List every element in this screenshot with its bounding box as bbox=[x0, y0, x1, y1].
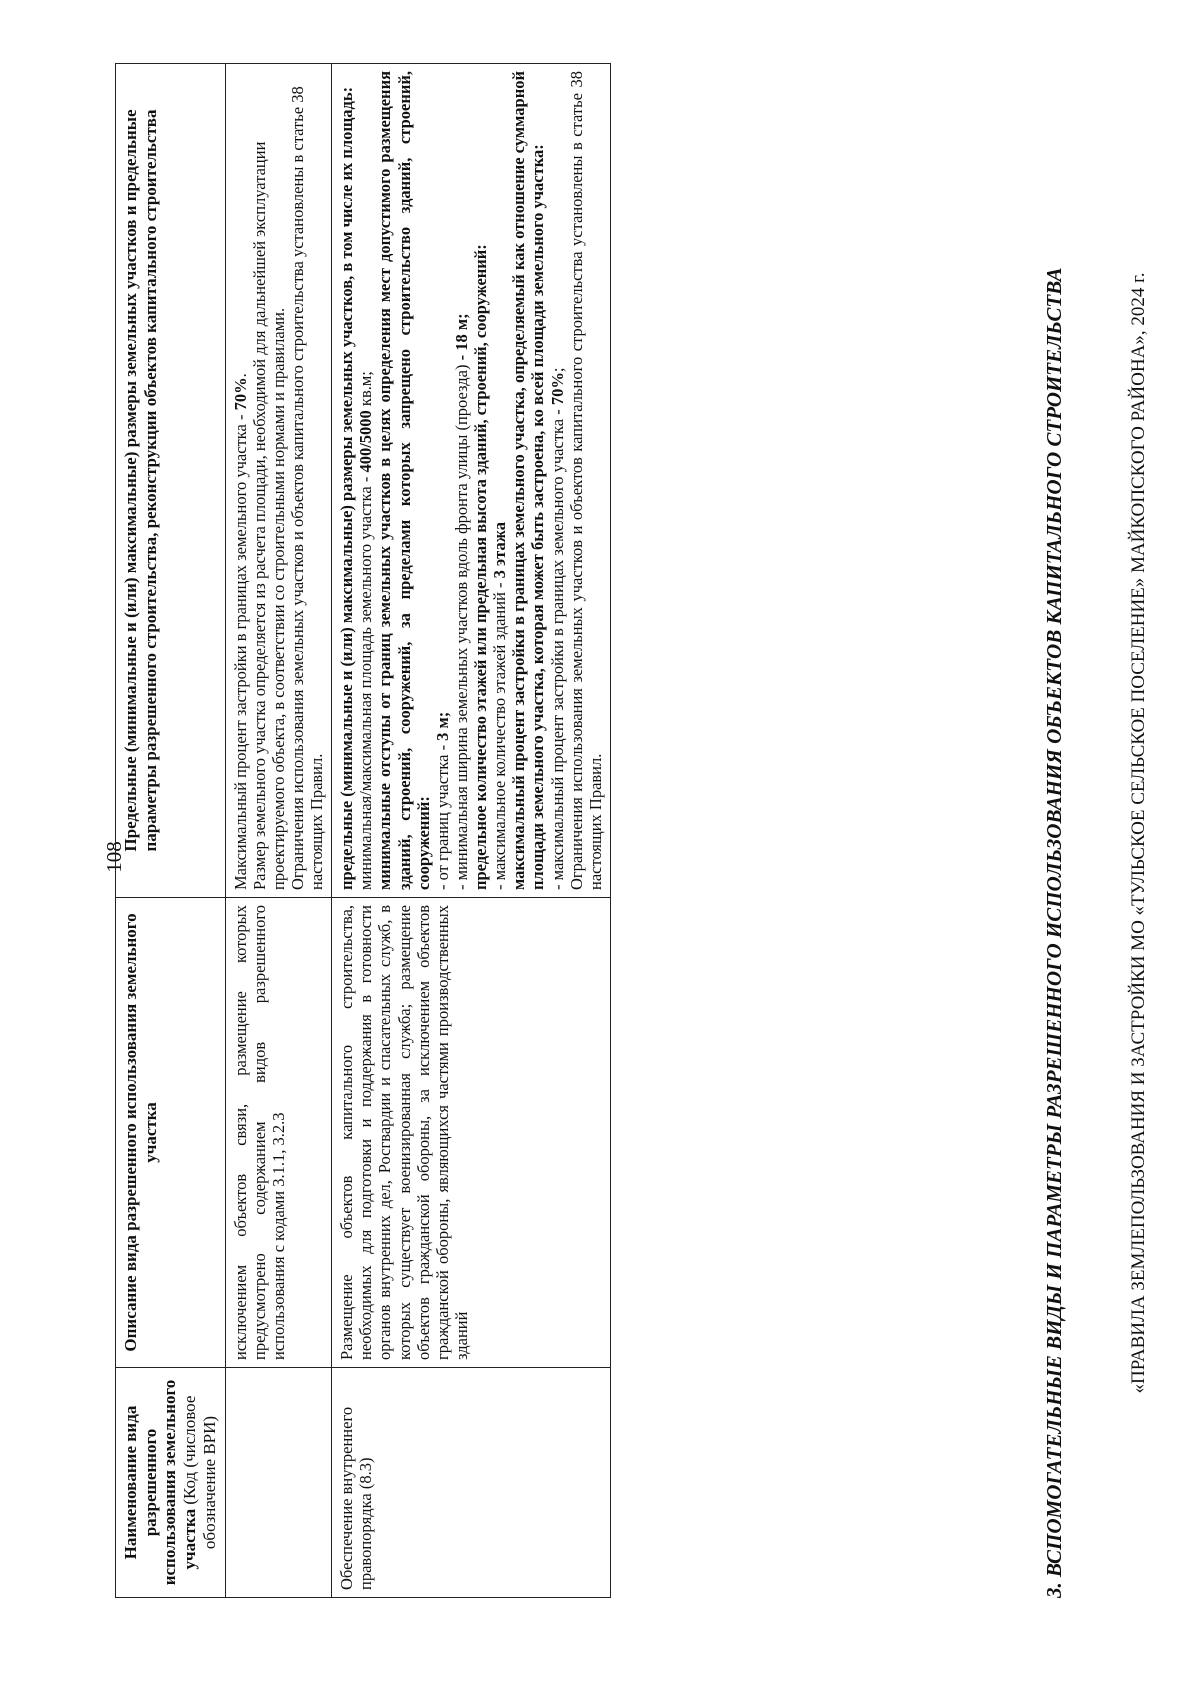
row2-params bbox=[332, 64, 611, 898]
header-description: Описание вида разрешенного использования земельного участка bbox=[116, 898, 226, 1368]
row2-area-value: 400/5000 bbox=[356, 410, 376, 473]
row2-description: Размещение объектов капитального строительства, необходимых для подготовки и поддержания в готовности органов внутренних дел, Росгвардии и спасательных служб, в которых существует военизированная служба; размещение объектов гражданской обороны, за исключением объектов гражданской обороны, являющихся частями производственных зданий bbox=[332, 898, 611, 1368]
land-use-table bbox=[115, 63, 611, 1598]
row2-coverage bbox=[548, 71, 567, 890]
row2-width-value: - 18 м; bbox=[451, 313, 471, 361]
row1-description: исключением объектов связи, размещение которых предусмотрено содержанием видов разрешенного использования с кодами 3.1.1, 3.2.3 bbox=[225, 898, 332, 1368]
row1-name bbox=[225, 1368, 332, 1598]
row1-coverage: Максимальный процент застройки в границах земельного участка - 70%. bbox=[230, 373, 250, 890]
table-header-row bbox=[116, 64, 226, 1598]
row2-width bbox=[452, 71, 471, 890]
row2-coverage-heading: максимальный процент застройки в границах земельного участка, определяемый как отношение суммарной площади земельного участка, которая может быть застроена, ко всей площади земельного участка: bbox=[509, 71, 548, 890]
row2-floors-heading: предельное количество этажей или предельная высота зданий, строений, сооружений: bbox=[471, 244, 491, 890]
row2-area-text: минимальная/максимальная площадь земельного участка - bbox=[356, 472, 376, 890]
row2-width-text: - минимальная ширина земельных участков вдоль фронта улицы (проезда) bbox=[451, 360, 471, 890]
row1-size: Размер земельного участка определяется из расчета площади, необходимой для дальнейшей эксплуатации проектируемого объекта, в соответствии со строительными нормами и правилами. bbox=[249, 141, 288, 890]
row1-params bbox=[225, 64, 332, 898]
row2-name: Обеспечение внутреннего правопорядка (8.3) bbox=[332, 1368, 611, 1598]
row1-coverage-text: Максимальный процент застройки в границах земельного участка - bbox=[230, 410, 250, 890]
row2-area-unit: кв.м; bbox=[356, 371, 376, 411]
header-name bbox=[116, 1368, 226, 1598]
row1-coverage-value: 70% bbox=[230, 377, 250, 411]
header-params: Предельные (минимальные и (или) максимальные) размеры земельных участков и предельные параметры разрешенного строительства, реконструкции объектов капитального строительства bbox=[116, 64, 226, 898]
table-row bbox=[332, 64, 611, 1598]
header-name-code: (Код (числовое обозначение ВРИ) bbox=[180, 1395, 219, 1550]
row2-floors bbox=[490, 71, 509, 890]
row2-coverage-value: 70% bbox=[547, 372, 567, 406]
row2-coverage-end: ; bbox=[547, 367, 567, 373]
row2-setback bbox=[433, 71, 452, 890]
row2-setback-value: 3 м; bbox=[432, 711, 452, 741]
row2-size-heading: предельные (минимальные и (или) максимальные) размеры земельных участков, в том числе их площадь: bbox=[337, 86, 357, 890]
row2-setback-text: - от границ участка - bbox=[432, 740, 452, 890]
row2-floors-value: 3 этажа bbox=[490, 522, 510, 579]
page-number: 108 bbox=[102, 841, 126, 873]
row1-restrictions: Ограничения использования земельных участков и объектов капитального строительства установлены в статье 38 настоящих Правил. bbox=[287, 86, 327, 890]
row2-setback-heading: минимальные отступы от границ земельных участков в целях определения мест допустимого размещения зданий, строений, сооружений, за пределами которых запрещено строительство зданий, строений, сооружений: bbox=[375, 71, 433, 890]
header-name-bold: Наименование вида разрешенного использования земельного участка bbox=[121, 1379, 200, 1586]
row2-area bbox=[356, 71, 375, 890]
section-heading: 3. ВСПОМОГАТЕЛЬНЫЕ ВИДЫ И ПАРАМЕТРЫ РАЗРЕШЕННОГО ИСПОЛЬЗОВАНИЯ ОБЪЕКТОВ КАПИТАЛЬНОГО СТРОИТЕЛЬСТВА bbox=[1042, 267, 1066, 1598]
row2-floors-text: - максимальное количество этажей зданий - bbox=[490, 578, 510, 890]
table-row bbox=[225, 64, 332, 1598]
row2-restrictions: Ограничения использования земельных участков и объектов капитального строительства установлены в статье 38 настоящих Правил. bbox=[566, 71, 605, 890]
page-footer: «ПРАВИЛА ЗЕМЛЕПОЛЬЗОВАНИЯ И ЗАСТРОЙКИ МО «ТУЛЬСКОЕ СЕЛЬСКОЕ ПОСЕЛЕНИЕ» МАЙКОПСКОГО РАЙОНА», 2024 г. bbox=[1128, 272, 1149, 1394]
row2-coverage-text: - максимальный процент застройки в границах земельного участка - bbox=[547, 405, 567, 890]
